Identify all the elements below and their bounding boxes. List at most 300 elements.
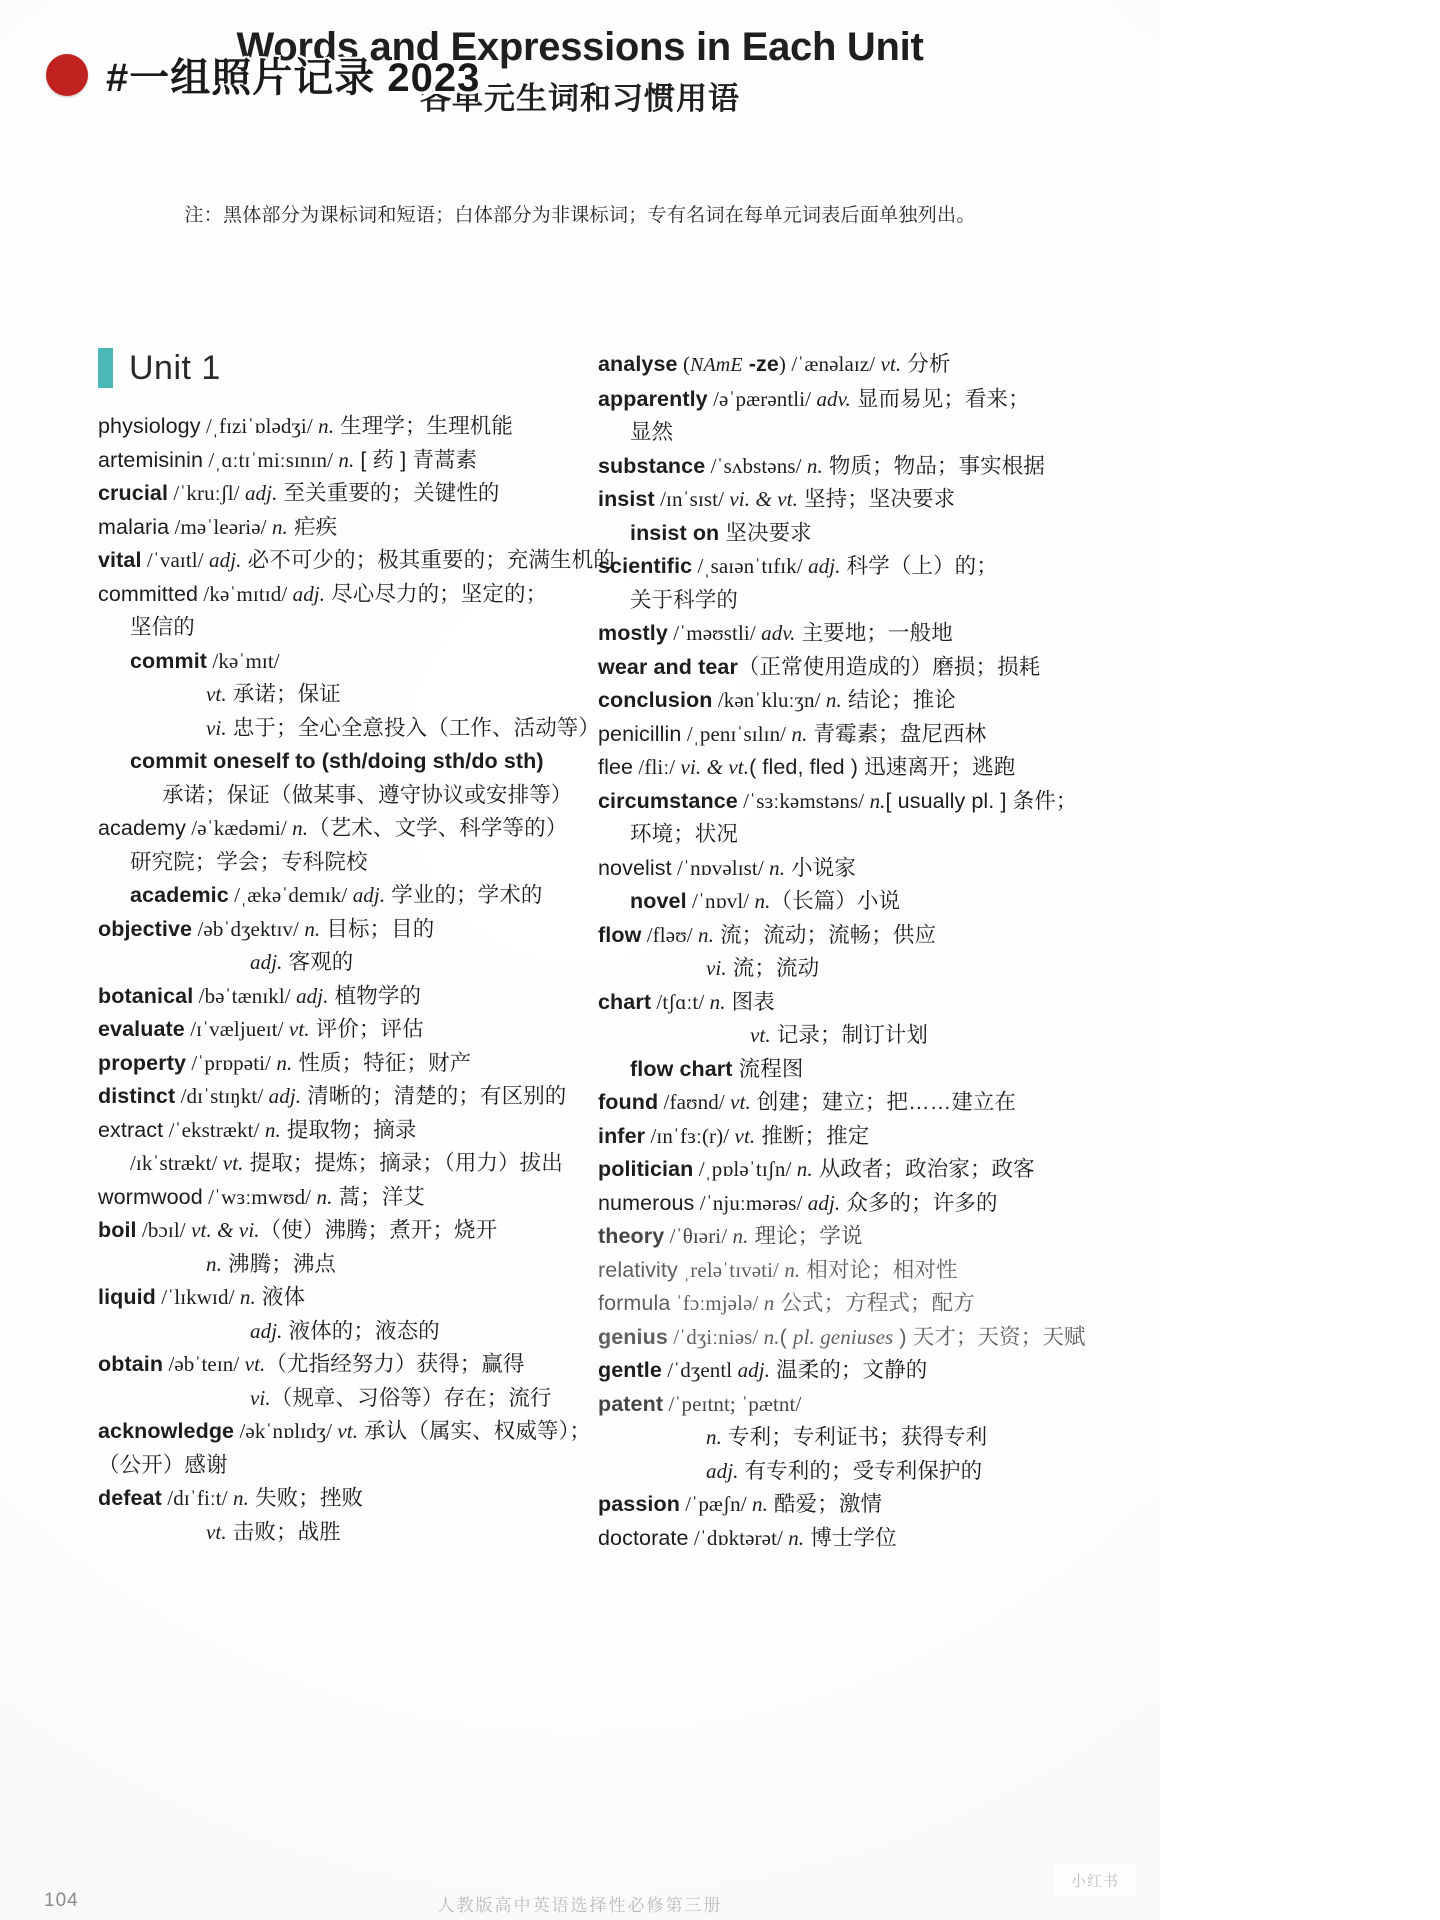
entry-pos: vt. & vi. [191, 1218, 260, 1242]
dictionary-entry [598, 952, 1160, 986]
dictionary-entry [98, 712, 598, 746]
entry-cn: 显然 [630, 420, 674, 444]
entry-hw: vital [98, 548, 142, 572]
entry-hw-light: academy [98, 816, 186, 840]
entry-hw: flow [598, 922, 642, 947]
entry-pos: n. [796, 1157, 813, 1181]
entry-cn: 沸腾；沸点 [221, 1251, 337, 1276]
entry-pos: n. [752, 1492, 768, 1516]
entry-ipa: /ɪnˈsɪst/ [654, 487, 730, 511]
entry-cn: 理论；学说 [748, 1224, 863, 1248]
page-title-english: Words and Expressions in Each Unit [236, 25, 924, 69]
dictionary-entry [598, 1321, 1160, 1355]
entry-hw: objective [98, 916, 193, 941]
entry-cn: 青霉素；盘尼西林 [807, 721, 987, 746]
entry-pos: adj. [244, 481, 278, 505]
entry-hw-light: numerous [598, 1190, 695, 1215]
entry-cn: 忠于；全心全意投入（工作、活动等） [226, 715, 600, 740]
entry-cn: 有专利的；受专利保护的 [738, 1458, 983, 1483]
entry-pos: adj. [706, 1458, 739, 1483]
word-list-columns [0, 348, 1160, 1555]
dictionary-entry [598, 818, 1160, 852]
entry-hw: theory [598, 1224, 665, 1248]
dictionary-entry [598, 383, 1160, 417]
dictionary-entry [598, 584, 1160, 618]
entry-cn: 温柔的；文静的 [770, 1358, 928, 1382]
entry-cn: 清晰的；清楚的；有区别的 [301, 1084, 567, 1108]
entry-ipa: /bɔɪl/ [136, 1218, 192, 1242]
entry-cn: 分析 [901, 352, 951, 376]
entry-cn: （规章、习俗等）存在；流行 [270, 1385, 552, 1410]
dictionary-entry [98, 1281, 598, 1315]
entry-cn: 博士学位 [804, 1525, 897, 1550]
entry-cn: 植物学的 [328, 983, 422, 1008]
dictionary-entry [598, 785, 1160, 819]
dictionary-entry [598, 718, 1160, 752]
entry-pos: n. [769, 855, 786, 880]
entry-hw: substance [598, 453, 706, 478]
entry-hw: evaluate [98, 1017, 185, 1041]
word-list-right-column [598, 348, 1160, 1555]
dictionary-entry [598, 450, 1160, 484]
dictionary-entry [98, 1516, 598, 1550]
entry-ipa: /fləʊ/ [641, 922, 699, 947]
entry-pos: adj. [807, 1190, 841, 1215]
entry-pos: vi. & vt. [680, 755, 750, 779]
entry-ipa: /fliː/ [633, 755, 681, 779]
entry-pos: n. [233, 1486, 249, 1510]
entry-hw: botanical [98, 983, 194, 1008]
entry-pos: vi. [250, 1385, 271, 1410]
entry-ipa: /ɪnˈfɜː(r)/ [645, 1123, 735, 1148]
entry-hw: defeat [98, 1486, 162, 1510]
dictionary-entry [598, 1455, 1160, 1489]
entry-cn: 蒿；洋艾 [332, 1184, 425, 1209]
entry-hw: conclusion [598, 688, 713, 712]
entry-cn: 目标；目的 [320, 916, 435, 941]
dictionary-entry [98, 444, 598, 478]
page-title-chinese: 各单元生词和习惯用语 [420, 81, 740, 116]
entry-cn: 研究院；学会；专科院校 [130, 849, 368, 874]
entry-cn: （尤指经努力）获得；赢得 [265, 1352, 525, 1376]
dictionary-entry [598, 483, 1160, 517]
dictionary-entry [98, 1248, 598, 1282]
dictionary-entry [598, 1053, 1160, 1087]
entry-cn: ( [779, 1324, 793, 1349]
entry-ipa: /ˈdʒentl [661, 1358, 738, 1382]
unit-heading [98, 348, 598, 388]
entry-pos: n [763, 1291, 775, 1315]
dictionary-entry [98, 1114, 598, 1148]
entry-cn: 承诺；保证 [226, 682, 341, 706]
entry-ipa: /ˈsʌbstəns/ [705, 453, 807, 478]
entry-hw: chart [598, 989, 652, 1014]
entry-cn: 坚决要求 [719, 520, 812, 545]
dictionary-entry [98, 846, 598, 880]
entry-hw-light: flee [598, 755, 634, 779]
entry-pos: adj. [352, 883, 386, 907]
entry-hw: obtain [98, 1352, 164, 1376]
entry-pos: vi. [206, 715, 227, 740]
dictionary-entry [98, 745, 598, 779]
entry-ipa: /ˈnɒvl/ [686, 889, 755, 913]
dictionary-entry [98, 1013, 598, 1047]
entry-pos: adv. [761, 621, 796, 645]
entry-hw: politician [598, 1157, 694, 1181]
dictionary-entry [98, 879, 598, 913]
red-dot-icon [46, 54, 88, 96]
entry-ipa: /ˌɑːtɪˈmiːsɪnɪn/ [203, 447, 339, 472]
dictionary-entry [598, 1488, 1160, 1522]
dictionary-entry [598, 550, 1160, 584]
entry-pos: n. [316, 1184, 333, 1209]
dictionary-entry [98, 812, 598, 846]
entry-cn: 坚持；坚决要求 [797, 487, 956, 511]
entry-pos: n. [239, 1285, 256, 1309]
entry-ipa: ( [677, 352, 691, 376]
entry-pos: vt. [750, 1023, 771, 1047]
entry-hw-light: formula [598, 1291, 671, 1315]
entry-hw: mostly [598, 621, 668, 645]
dictionary-entry [598, 1522, 1160, 1556]
dictionary-entry [98, 1482, 598, 1516]
entry-pos: vi. [706, 956, 727, 980]
entry-hw: insist on [630, 520, 720, 545]
entry-hw: commit oneself to (sth/doing sth/do sth) [130, 749, 544, 773]
entry-hw-light: malaria [98, 514, 170, 539]
entry-pos: n. [791, 721, 808, 746]
entry-cn: 结论；推论 [841, 688, 956, 712]
entry-ipa: /ˈnɒvəlɪst/ [671, 855, 770, 880]
entry-cn: 击败；战胜 [226, 1519, 341, 1544]
entry-cn: 创建；建立；把……建立在 [750, 1090, 1017, 1114]
entry-cn: 承认（属实、权威等）； [358, 1419, 592, 1443]
dictionary-entry [598, 1019, 1160, 1053]
entry-cn: ) 天才；天资；天赋 [893, 1324, 1086, 1349]
entry-hw: academic [130, 883, 229, 907]
dictionary-entry [98, 1315, 598, 1349]
entry-pos: n. [318, 414, 335, 438]
dictionary-entry [98, 980, 598, 1014]
dictionary-entry [98, 1415, 598, 1449]
entry-hw: genius [598, 1324, 668, 1349]
dictionary-entry [598, 651, 1160, 685]
dictionary-entry [98, 611, 598, 645]
entry-cn: 关于科学的 [630, 587, 739, 612]
entry-pos: adj. [808, 554, 841, 578]
entry-pos: n. [806, 453, 823, 478]
entry-pos: pl. geniuses [792, 1324, 894, 1349]
entry-pos: vt. [244, 1352, 266, 1376]
entry-cn: 相对论；相对性 [800, 1257, 958, 1282]
entry-hw: wear and tear [598, 654, 738, 679]
entry-hw: liquid [98, 1285, 156, 1309]
entry-cn: 科学（上）的； [840, 554, 998, 578]
entry-ipa: /kənˈkluːʒn/ [712, 688, 826, 712]
entry-cn: 小说家 [785, 855, 856, 880]
entry-cn: 公式；方程式；配方 [774, 1291, 975, 1315]
entry-pos: n. [276, 1050, 293, 1075]
entry-hw: found [598, 1090, 659, 1114]
entry-hw-light: wormwood [98, 1184, 203, 1209]
entry-hw: novel [630, 889, 687, 913]
entry-cn: 至关重要的；关键性的 [277, 481, 500, 505]
entry-hw-light: artemisinin [98, 447, 204, 472]
entry-cn: 失败；挫败 [248, 1486, 364, 1510]
word-list-left-column [98, 348, 615, 1549]
entry-ipa: /kəˈmɪt/ [207, 648, 280, 673]
entry-hw-light: penicillin [598, 721, 682, 746]
entry-cn: 疟疾 [287, 514, 338, 539]
entry-cn: （正常使用造成的）磨损；损耗 [737, 654, 1041, 679]
entry-ipa: /əbˈdʒektɪv/ [192, 916, 305, 941]
entry-ipa: /ˈkruːʃl/ [168, 481, 245, 505]
entry-cn: 记录；制订计划 [770, 1023, 928, 1047]
entry-cn: 环境；状况 [630, 822, 739, 846]
entry-ipa: /ˈpeɪtnt; ˈpætnt/ [663, 1391, 802, 1416]
xiaohongshu-watermark: 小红书 [1052, 1862, 1138, 1898]
dictionary-entry [98, 678, 598, 712]
entry-cn: 流；流动；流畅；供应 [714, 922, 937, 947]
entry-ipa: /dɪˈfiːt/ [161, 1486, 234, 1510]
entry-hw: acknowledge [98, 1419, 235, 1443]
entry-cn: 众多的；许多的 [840, 1190, 998, 1215]
entry-pos: n. [206, 1251, 222, 1276]
entry-ipa: /ˈwɜːmwʊd/ [202, 1184, 317, 1209]
entry-cn: 必不可少的；极其重要的；充满生机的 [241, 548, 615, 572]
entry-cn: 专利；专利证书；获得专利 [721, 1425, 988, 1449]
dictionary-entry [598, 986, 1160, 1020]
entry-ipa: /ˈvaɪtl/ [141, 548, 210, 572]
entry-cn: 学业的；学术的 [385, 883, 543, 907]
entry-cn: 提取；提炼；摘录；（用力）拔出 [243, 1151, 563, 1175]
entry-hw-light: novelist [598, 855, 672, 880]
entry-pos: n. [788, 1525, 805, 1550]
entry-ipa: /ˈsɜːkəmstəns/ [737, 788, 870, 813]
entry-ipa: /ˌsaɪənˈtɪfɪk/ [692, 554, 809, 578]
entry-pos: n. [732, 1224, 749, 1248]
entry-pos: vt. [734, 1123, 756, 1148]
entry-hw: crucial [98, 481, 169, 505]
entry-pos: n. [869, 788, 886, 813]
entry-pos: adj. [250, 950, 283, 974]
dictionary-entry [598, 1388, 1160, 1422]
entry-ipa: ˈfɔːmjələ/ [670, 1291, 764, 1315]
entry-nam: NAmE [690, 354, 743, 376]
entry-ipa: /ˈprɒpəti/ [186, 1050, 277, 1075]
entry-pos: n. [271, 514, 288, 539]
entry-cn: （使）沸腾；煮开；烧开 [259, 1218, 498, 1242]
entry-ipa: /ˈlɪkwɪd/ [155, 1285, 240, 1309]
entry-pos: n. [709, 989, 726, 1014]
entry-ipa: /ˈnjuːmərəs/ [694, 1190, 808, 1215]
entry-hw: scientific [598, 554, 693, 578]
entry-cn: 承诺；保证（做某事、遵守协议或安排等） [162, 782, 573, 807]
dictionary-entry [598, 1120, 1160, 1154]
dictionary-entry [98, 913, 598, 947]
entry-ipa: /əˈpærəntli/ [707, 386, 817, 411]
dictionary-entry [98, 410, 598, 444]
dictionary-entry [98, 1214, 598, 1248]
entry-cn: 主要地；一般地 [795, 621, 953, 645]
entry-hw: distinct [98, 1084, 176, 1108]
entry-pos: n. [698, 922, 714, 947]
entry-cn: 尽心尽力的；坚定的； [325, 581, 548, 606]
entry-pos: n. [706, 1425, 722, 1449]
entry-ipa: /ɪkˈstrækt/ [130, 1151, 223, 1175]
entry-ipa: ) /ˈænəlaɪz/ [778, 352, 881, 376]
dictionary-entry [598, 1153, 1160, 1187]
dictionary-entry [598, 1254, 1160, 1288]
entry-ipa: /bəˈtænɪkl/ [193, 983, 297, 1008]
entry-hw-light: physiology [98, 414, 201, 438]
entry-ipa: /ˌpɒləˈtɪʃn/ [693, 1157, 797, 1181]
photo-tag-label: #一组照片记录 2023 [106, 56, 481, 100]
dictionary-entry [598, 517, 1160, 551]
entry-cn: 评价；评估 [309, 1017, 424, 1041]
entry-pos: adv. [816, 386, 851, 411]
entry-ipa: /ˈθɪəri/ [664, 1224, 733, 1248]
entry-cn: 生理学；生理机能 [334, 414, 513, 438]
entry-pos: adj. [292, 581, 326, 606]
entry-pos: vt. [222, 1151, 244, 1175]
left-entry-list [98, 410, 615, 1549]
dictionary-entry [598, 1354, 1160, 1388]
entry-cn: 从政者；政治家；政客 [812, 1157, 1035, 1181]
entry-ipa: ˌreləˈtɪvəti/ [677, 1257, 785, 1282]
entry-pos: n. [825, 688, 842, 712]
dictionary-entry [598, 617, 1160, 651]
dictionary-entry [598, 885, 1160, 919]
entry-ipa: /ˌfɪziˈɒlədʒi/ [200, 414, 319, 438]
dictionary-entry [598, 348, 1160, 383]
entry-hw-light: relativity [598, 1257, 678, 1282]
entry-hw: patent [598, 1391, 664, 1416]
entry-pos: n. [754, 889, 771, 913]
entry-pos: adj. [737, 1358, 771, 1382]
entry-pos: vt. [880, 352, 902, 376]
entry-ipa: /tʃɑːt/ [651, 989, 710, 1014]
dictionary-entry [98, 511, 598, 545]
entry-hw: insist [598, 487, 655, 511]
entry-cn: （公开）感谢 [98, 1452, 228, 1477]
entry-cn: 液体 [255, 1285, 306, 1309]
entry-cn: 流；流动 [726, 956, 820, 980]
entry-pos: n. [338, 447, 355, 472]
entry-cn: 流程图 [732, 1056, 804, 1081]
dictionary-entry [98, 1080, 598, 1114]
right-entry-list [598, 348, 1160, 1555]
entry-ipa: /kəˈmɪtɪd/ [198, 581, 293, 606]
entry-ipa: /məˈleəriə/ [169, 514, 272, 539]
entry-ipa: /faʊnd/ [658, 1090, 731, 1114]
entry-pos: n. [264, 1117, 281, 1142]
dictionary-entry [598, 1220, 1160, 1254]
dictionary-entry [98, 946, 598, 980]
dictionary-entry [598, 751, 1160, 785]
entry-hw: flow chart [630, 1056, 733, 1081]
photo-tag-sticker [46, 46, 480, 103]
dictionary-entry [598, 416, 1160, 450]
dictionary-entry [598, 919, 1160, 953]
dictionary-entry [98, 1449, 598, 1483]
entry-ipa: /ˈməʊstli/ [667, 621, 762, 645]
dictionary-entry [598, 1086, 1160, 1120]
entry-pos: adj. [268, 1084, 302, 1108]
dictionary-entry [598, 1187, 1160, 1221]
entry-cn: （长篇）小说 [770, 889, 901, 913]
entry-pos: n. [304, 916, 321, 941]
entry-ipa: /əkˈnɒlɪdʒ/ [234, 1419, 338, 1443]
entry-hw: gentle [598, 1358, 662, 1382]
dictionary-entry [98, 779, 598, 813]
entry-cn: （艺术、文学、科学等的） [308, 816, 568, 840]
entry-cn: 客观的 [282, 950, 354, 974]
entry-cn: [ usually pl. ] 条件； [885, 788, 1078, 813]
entry-hw: property [98, 1050, 187, 1075]
dictionary-entry [98, 544, 615, 578]
entry-cn: 坚信的 [130, 615, 195, 639]
entry-pos: adj. [296, 983, 329, 1008]
entry-pos: vt. [206, 682, 227, 706]
entry-hw: boil [98, 1218, 137, 1242]
entry-ipa: /ɪˈvæljueɪt/ [184, 1017, 289, 1041]
dictionary-entry [98, 1047, 598, 1081]
dictionary-entry [98, 578, 598, 612]
entry-cn: ( fled, fled ) 迅速离开；逃跑 [749, 755, 1016, 779]
dictionary-entry [98, 477, 598, 511]
entry-ipa: /ˈdɒktərət/ [688, 1525, 789, 1550]
entry-cn: 酷爱；激情 [767, 1492, 883, 1516]
dictionary-entry [598, 1287, 1160, 1321]
dictionary-entry [98, 645, 598, 679]
dictionary-entry [98, 1348, 598, 1382]
entry-hw-light: committed [98, 581, 199, 606]
entry-hw-light: doctorate [598, 1525, 689, 1550]
entry-pos: n. [763, 1324, 780, 1349]
entry-pos: vt. [288, 1017, 310, 1041]
entry-cn: 推断；推定 [755, 1123, 870, 1148]
entry-cn: 物质；物品；事实根据 [822, 453, 1045, 478]
entry-hw-light: extract [98, 1117, 164, 1142]
unit-label: Unit 1 [129, 348, 221, 387]
entry-hw: -ze [742, 352, 779, 376]
dictionary-entry [598, 1421, 1160, 1455]
dictionary-entry [98, 1181, 598, 1215]
entry-cn: 提取物；摘录 [280, 1117, 417, 1142]
entry-ipa: /əˈkædəmi/ [185, 816, 293, 840]
entry-cn: 性质；特征；财产 [292, 1050, 472, 1075]
entry-ipa: /əbˈteɪn/ [163, 1352, 245, 1376]
entry-pos: vt. [337, 1419, 359, 1443]
entry-ipa: /ˌækəˈdemɪk/ [228, 883, 353, 907]
entry-hw: commit [130, 648, 208, 673]
entry-hw: infer [598, 1123, 646, 1148]
page-number: 104 [44, 1890, 79, 1911]
entry-cn: [ 药 ] 青蒿素 [354, 447, 478, 472]
dictionary-entry [598, 684, 1160, 718]
entry-pos: n. [784, 1257, 801, 1282]
entry-ipa: /ˈpæʃn/ [679, 1492, 753, 1516]
dictionary-entry [598, 852, 1160, 886]
dictionary-entry [98, 1147, 598, 1181]
entry-pos: n. [292, 816, 309, 840]
footer-caption: 人教版高中英语选择性必修第三册 [437, 1896, 723, 1915]
entry-cn: 液体的；液态的 [282, 1318, 440, 1343]
unit-accent-bar [98, 348, 113, 388]
entry-hw: circumstance [598, 788, 738, 813]
entry-pos: adj. [250, 1318, 283, 1343]
